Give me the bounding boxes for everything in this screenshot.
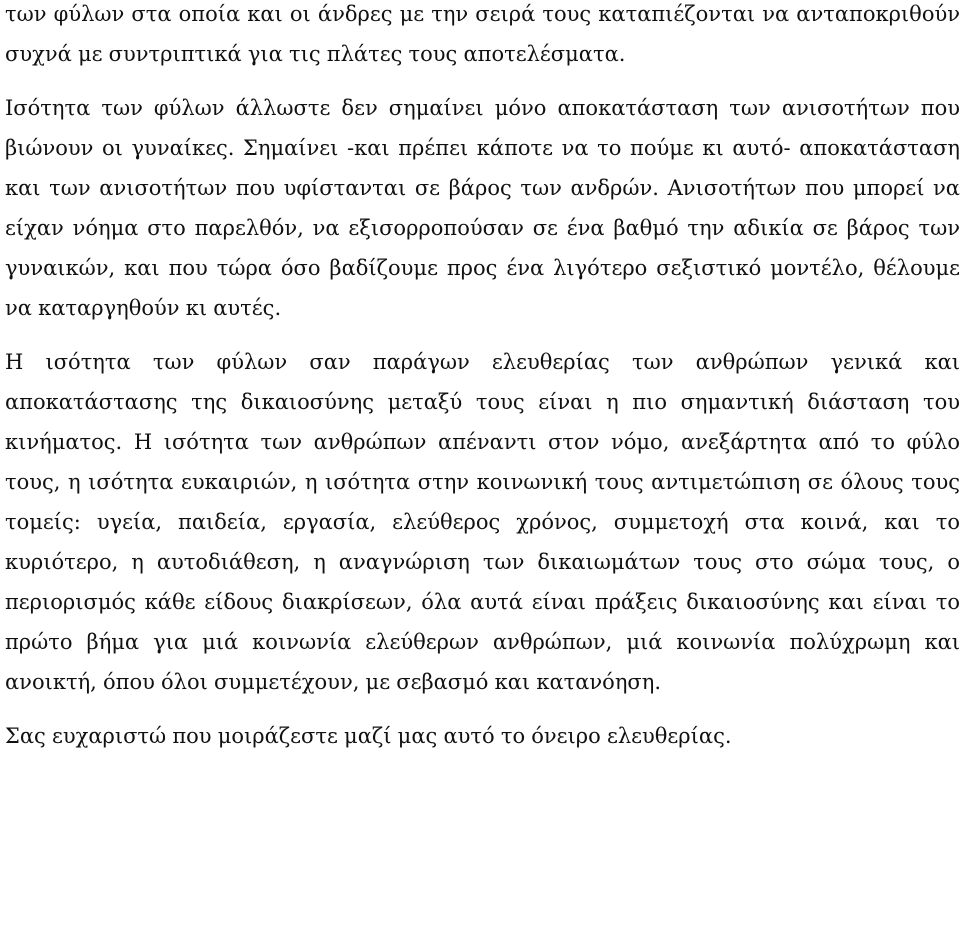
- paragraph-2: Ισότητα των φύλων άλλωστε δεν σημαίνει μόνο αποκατάσταση των ανισοτήτων που βιώνουν οι γυναίκες. Σημαίνει -και πρέπει κάποτε να το πούμε κι αυτό- αποκατάσταση και των ανισοτήτων που υφίστανται σε βάρος των ανδρών. Ανισοτήτων που μπορεί να είχαν νόημα στο παρελθόν, να εξισορροπούσαν σε ένα βαθμό την αδικία σε βάρος των γυναικών, και που τώρα όσο βαδίζουμε προς ένα λιγότερο σεξιστικό μοντέλο, θέλουμε να καταργηθούν κι αυτές.: [5, 96, 960, 320]
- paragraph-1: των φύλων στα οποία και οι άνδρες με την σειρά τους καταπιέζονται να ανταποκριθούν συχνά με συντριπτικά για τις πλάτες τους αποτελέσματα.: [5, 2, 960, 66]
- paragraph-3: Η ισότητα των φύλων σαν παράγων ελευθερίας των ανθρώπων γενικά και αποκατάστασης της δικαιοσύνης μεταξύ τους είναι η πιο σημαντική διάσταση του κινήματος. Η ισότητα των ανθρώπων απέναντι στον νόμο, ανεξάρτητα από το φύλο τους, η ισότητα ευκαιριών, η ισότητα στην κοινωνική τους αντιμετώπιση σε όλους τους τομείς: υγεία, παιδεία, εργασία, ελεύθερος χρόνος, συμμετοχή στα κοινά, και το κυριότερο, η αυτοδιάθεση, η αναγνώριση των δικαιωμάτων τους στο σώμα τους, ο περιορισμός κάθε είδους διακρίσεων, όλα αυτά είναι πράξεις δικαιοσύνης και είναι το πρώτο βήμα για μιά κοινωνία ελεύθερων ανθρώπων, μιά κοινωνία πολύχρωμη και ανοικτή, όπου όλοι συμμετέχουν, με σεβασμό και κατανόηση.: [5, 350, 960, 694]
- paragraph-4: Σας ευχαριστώ που μοιράζεστε μαζί μας αυτό το όνειρο ελευθερίας.: [5, 724, 732, 748]
